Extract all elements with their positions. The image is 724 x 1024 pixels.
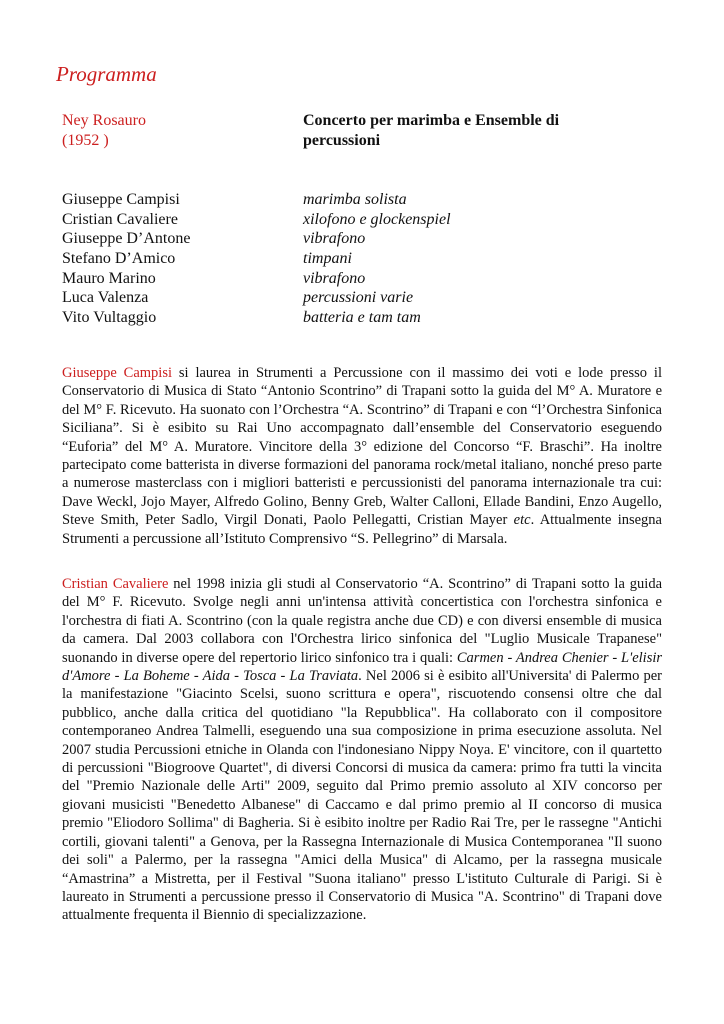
performer-name: Giuseppe D’Antone [62,230,191,248]
bio-text-end: . Nel 2006 si è esibito all'Universita' di Palermo per la manifestazione "Giacinto Scelsi, suono scrittura e opera", riscuotendo consensi oltre che dal pubblico, anche dalla critica del quotidiano "la Repubblica". Ha collaborato con il compositore contemporaneo Andrea Talmelli, eseguendo una sua composizione in prima esecuzione assoluta. Nel 2007 studia Percussioni etniche in Olanda con l'indonesiano Nippy Noya. E' vincitore, con il quartetto di percussioni "Biogroove Quartet", di diversi Concorsi di musica da camera: primo fra tutti la vincita del "Premio Nazionale delle Arti" 2009, seguito dal Primo premio assoluto al XIV concorso per giovani musicisti "Benedetto Albanese" di Caccamo e dal primo premio al II concorso di musica premio "Eliodoro Sollima" di Bagheria. Si è esibito inoltre per Radio Rai Tre, per le rassegne "Antichi cortili, giovani talenti" a Genova, per la Rassegna Internazionale di Musica Contemporanea "Il suono dei soli" a Palermo, per la rassegna "Amici della Musica" di Alcamo, per la rassegna musicale “Amastrina” a Mistretta, per il Festival "Suona italiano" presso L'istituto Culturale di Parigi. Si è laureato in Strumenti a percussione presso il Conservatorio di Musica "A. Scontrino" di Trapani dove attualmente frequenta il Biennio di specializzazione. [62,668,662,924]
bio-text-end: . Attualmente insegna Strumenti a percussione all’Istituto Comprensivo “S. Pellegrino” di Marsala. [62,512,662,547]
bio-text: nel 1998 inizia gli studi al Conservatorio “A. Scontrino” di Trapani sotto la guida del M° F. Ricevuto. Svolge negli anni un'intensa attività concertistica con l'orchestra sinfonica e l'orchestra di fiati A. Scontrino (con la quale registra anche due CD) e con diversi ensemble di musica da camera. Dal 2003 collabora con l'Orchestra lirico sinfonica del "Luglio Musicale Trapanese" suonando in diverse opere del repertorio lirico sinfonico tra i quali: [62,576,663,666]
page-title: Programma [56,62,157,86]
work-title-line-2: percussioni [303,132,381,149]
bio-name: Cristian Cavaliere [62,576,169,592]
work-title-line-1: Concerto per marimba e Ensemble di [303,112,560,129]
bio-etc: etc [513,512,531,529]
composer-years: (1952 ) [62,132,109,149]
performer-role: xilofono e glockenspiel [303,210,451,228]
performer-name: Giuseppe Campisi [62,191,180,208]
work-title [303,111,633,151]
performer-role: timpani [303,250,352,268]
performer-role: marimba solista [303,191,407,208]
composer-name: Ney Rosauro [62,112,146,129]
bio-text: si laurea in Strumenti a Percussione con il massimo dei voti e lode presso il Conservatorio di Musica di Stato “Antonio Scontrino” di Trapani sotto la guida del M° A. Muratore e del M° F. Ricevuto. Ha suonato con l’Orchestra “A. Scontrino” di Trapani e con “l’Orchestra Sinfonica Siciliana”. Si è esibito su Rai Uno accompagnato dall’ensemble del Conservatorio eseguendo “Euforia” del M° A. Muratore. Vincitore della 3° edizione del Concorso “F. Braschi”. Ha inoltre partecipato come batterista in diverse formazioni del panorama rock/metal italiano, nonché preso parte a numerose masterclass con i migliori batteristi e percussionisti del panorama internazionale tra cui: Dave Weckl, Jojo Mayer, Alfredo Golino, Benny Greb, Walter Calloni, Ellade Bandini, Enzo Augello, Steve Smith, Peter Sadlo, Virgil Donati, Paolo Pellegatti, Cristian Mayer [62,365,662,529]
composer-block [62,111,146,151]
performer-role: vibrafono [303,269,366,287]
performer-name: Stefano D’Amico [62,250,176,268]
performer-name: Cristian Cavaliere [62,210,178,228]
performer-name: Luca Valenza [62,289,149,307]
bio-operas: Carmen - Andrea Chenier - L'elisir d'Amore - La Boheme - Aida - Tosca - La Traviata [62,649,663,685]
performer-role: vibrafono [303,230,366,248]
performer-role: percussioni varie [303,289,414,307]
performer-role: batteria e tam tam [303,309,421,327]
performer-name: Mauro Marino [62,269,156,287]
bio-giuseppe-campisi [62,364,662,548]
performer-name: Vito Vultaggio [62,309,157,327]
bio-cristian-cavaliere [62,575,662,925]
bio-name: Giuseppe Campisi [62,365,172,381]
